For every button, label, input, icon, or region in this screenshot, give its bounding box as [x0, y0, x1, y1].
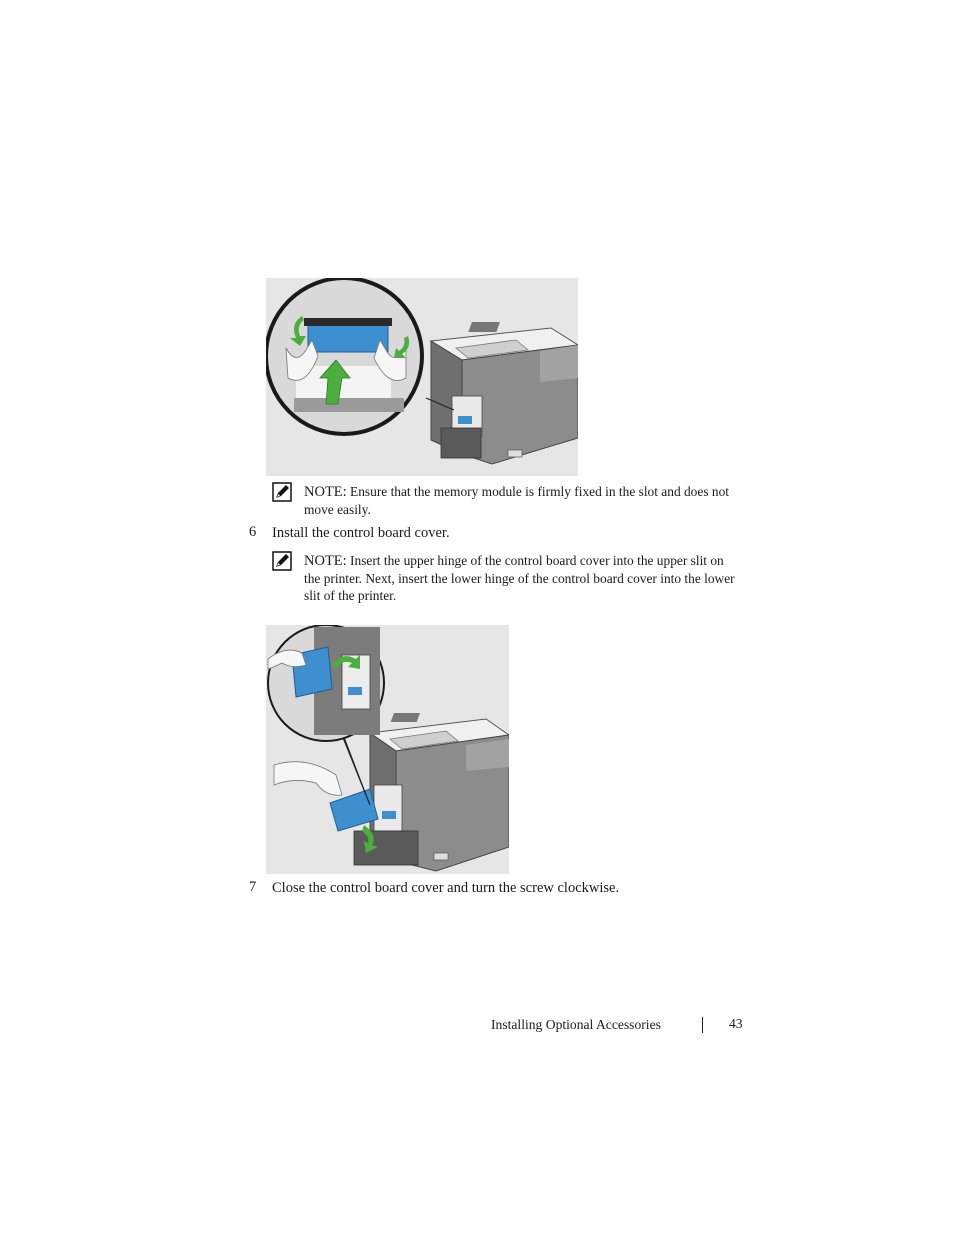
magnified-detail [268, 625, 384, 741]
figure-control-board-cover [266, 625, 509, 874]
footer-section-title: Installing Optional Accessories [491, 1017, 661, 1032]
figure-memory-module-install [266, 278, 578, 476]
step-close-cover: Close the control board cover and turn the screw clockwise. [272, 880, 620, 896]
step-number: 6 [249, 524, 257, 540]
note-memory-module [304, 483, 740, 518]
magnified-detail [266, 278, 422, 434]
footer-divider [702, 1017, 703, 1033]
note-body: Insert the upper hinge of the control board cover into the upper slit on the printer. Next, insert the lower hinge of the control board cover into the lower slit of the printer. [304, 553, 735, 603]
step-number: 7 [249, 879, 257, 895]
note-label: NOTE: [304, 484, 347, 500]
pencil-note-icon [272, 482, 292, 502]
note-body: Ensure that the memory module is firmly fixed in the slot and does not move easily. [304, 484, 729, 517]
note-label: NOTE: [304, 553, 347, 569]
note-hinge-insertion [304, 552, 740, 604]
pencil-note-icon [272, 551, 292, 571]
page-number: 43 [729, 1016, 743, 1031]
printer-illustration [426, 322, 578, 464]
step-install-cover: Install the control board cover. [272, 525, 450, 541]
